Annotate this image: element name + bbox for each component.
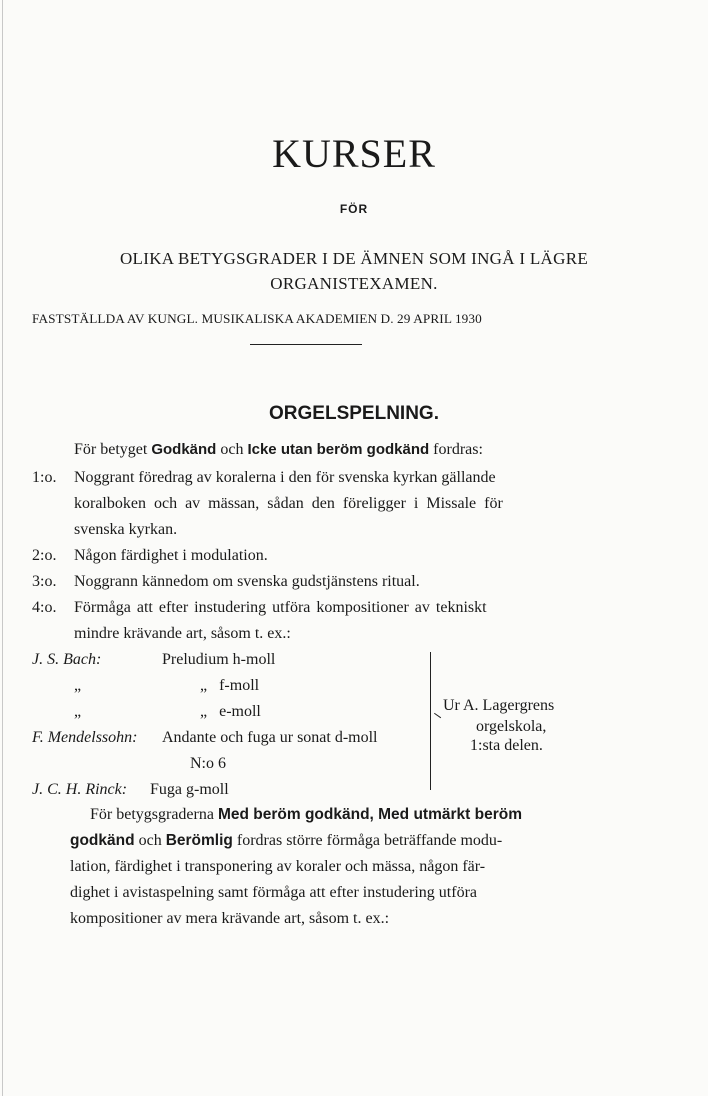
item-line: Noggrann kännedom om svenska gudstjänstens ritual. [74, 573, 420, 590]
title-for: FÖR [339, 202, 369, 216]
closing-line-5: kompositioner av mera krävande art, såsom t. ex.: [70, 910, 390, 927]
work: „ e-moll [200, 703, 261, 720]
intro-grade-1: Godkänd [151, 441, 217, 458]
closing-grade-2: Med utmärkt beröm [373, 806, 522, 823]
section-heading: ORGELSPELNING. [269, 403, 439, 424]
closing-grade-4: Berömlig [165, 832, 233, 849]
page-title: KURSER [272, 131, 436, 176]
composer: „ [74, 677, 82, 694]
closing-mid: och [134, 832, 166, 849]
closing-suffix: fordras större förmåga beträffande modu- [232, 832, 503, 849]
subtitle-line-1: OLIKA BETYGSGRADER I DE ÄMNEN SOM INGÅ I LÄGRE [119, 249, 589, 268]
composer: „ [74, 703, 82, 720]
intro-suffix: fordras: [429, 441, 483, 458]
source-line-3: 1:sta delen. [470, 737, 543, 754]
item-line: koralboken och av mässan, sådan den föreligger i Missale för [74, 495, 503, 512]
intro-prefix: För betyget [74, 441, 152, 458]
intro-mid: och [216, 441, 248, 458]
closing-prefix: För betygsgraderna [90, 806, 218, 823]
work: „ f-moll [200, 677, 260, 694]
closing-grade-3: godkänd [70, 832, 135, 849]
item-line: mindre krävande art, såsom t. ex.: [74, 625, 291, 642]
closing-line-2 [70, 828, 502, 854]
composer: J. S. Bach: [32, 651, 102, 668]
item-line: Förmåga att efter instudering utföra kompositioner av tekniskt [74, 599, 487, 616]
established-note: FASTSTÄLLDA AV KUNGL. MUSIKALISKA AKADEMIEN D. 29 APRIL 1930 [32, 311, 482, 326]
source-line-2: orgelskola, [476, 718, 547, 735]
item-number: 4:o. [32, 599, 57, 616]
section-intro [74, 437, 483, 463]
closing-grade-1: Med beröm godkänd, [217, 806, 374, 823]
closing-line-3: lation, färdighet i transponering av koraler och mässa, någon fär- [70, 858, 486, 875]
work: N:o 6 [190, 755, 226, 772]
divider-rule [250, 344, 362, 345]
closing-line-1 [90, 802, 522, 828]
work: Preludium h-moll [162, 651, 276, 668]
item-number: 2:o. [32, 547, 57, 564]
work: Fuga g-moll [150, 781, 229, 798]
composer: J. C. H. Rinck: [32, 781, 128, 798]
item-line: Noggrant föredrag av koralerna i den för svenska kyrkan gällande [74, 469, 496, 486]
item-number: 3:o. [32, 573, 57, 590]
closing-line-4: dighet i avistaspelning samt förmåga att efter instudering utföra [70, 884, 477, 901]
work: Andante och fuga ur sonat d-moll [162, 729, 378, 746]
source-line-1: Ur A. Lagergrens [443, 697, 555, 714]
item-line: svenska kyrkan. [74, 521, 178, 538]
subtitle-line-2: ORGANISTEXAMEN. [270, 274, 438, 293]
intro-grade-2: Icke utan beröm godkänd [247, 441, 430, 458]
composer: F. Mendelssohn: [32, 729, 138, 746]
item-number: 1:o. [32, 469, 57, 486]
item-line: Någon färdighet i modulation. [74, 547, 268, 564]
